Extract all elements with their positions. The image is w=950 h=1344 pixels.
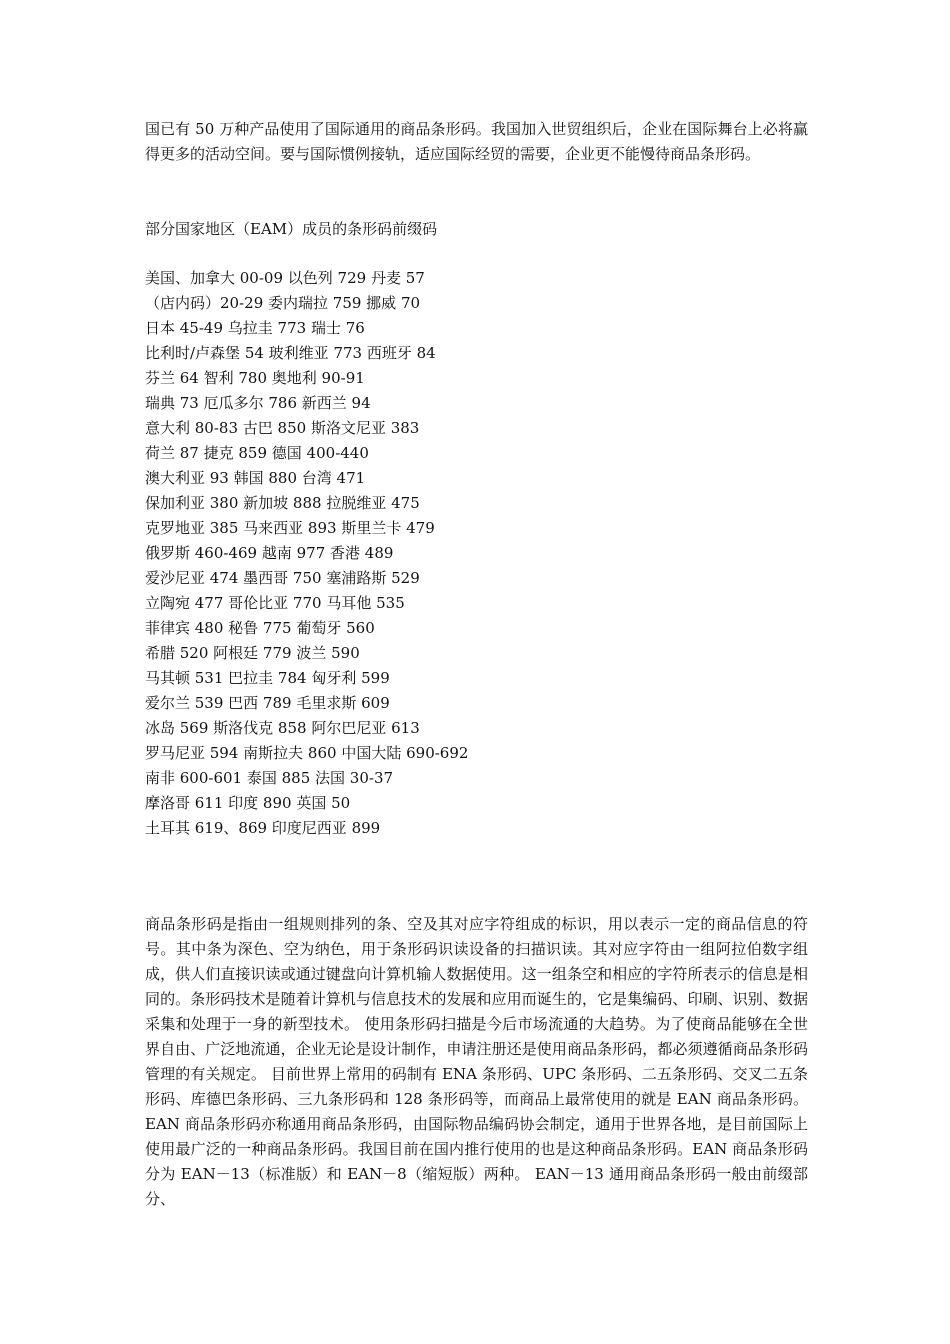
prefix-code-line: 土耳其 619、869 印度尼西亚 899 bbox=[145, 819, 381, 837]
barcode-description-paragraph bbox=[145, 912, 808, 1212]
prefix-code-line: 克罗地亚 385 马来西亚 893 斯里兰卡 479 bbox=[145, 519, 435, 537]
prefix-code-line: 比利时/卢森堡 54 玻利维亚 773 西班牙 84 bbox=[145, 344, 436, 362]
prefix-code-line: 澳大利亚 93 韩国 880 台湾 471 bbox=[145, 469, 366, 487]
prefix-code-line: 菲律宾 480 秘鲁 775 葡萄牙 560 bbox=[145, 619, 375, 637]
prefix-code-line: 芬兰 64 智利 780 奥地利 90-91 bbox=[145, 369, 365, 387]
prefix-code-list bbox=[145, 266, 808, 841]
prefix-code-line: 瑞典 73 厄瓜多尔 786 新西兰 94 bbox=[145, 394, 371, 412]
prefix-code-line: 美国、加拿大 00-09 以色列 729 丹麦 57 bbox=[145, 269, 425, 287]
intro-text: 国已有 50 万种产品使用了国际通用的商品条形码。我国加入世贸组织后，企业在国际舞台上必将赢得更多的活动空间。要与国际惯例接轨，适应国际经贸的需要，企业更不能慢待商品条形码。 bbox=[145, 120, 808, 163]
prefix-code-line: 立陶宛 477 哥伦比亚 770 马耳他 535 bbox=[145, 594, 405, 612]
prefix-code-line: 摩洛哥 611 印度 890 英国 50 bbox=[145, 794, 351, 812]
prefix-code-line: 罗马尼亚 594 南斯拉夫 860 中国大陆 690-692 bbox=[145, 744, 469, 762]
section-heading bbox=[145, 217, 808, 242]
prefix-code-line: 俄罗斯 460-469 越南 977 香港 489 bbox=[145, 544, 394, 562]
prefix-code-line: 意大利 80-83 古巴 850 斯洛文尼亚 383 bbox=[145, 419, 420, 437]
section-heading-text: 部分国家地区（EAM）成员的条形码前缀码 bbox=[145, 220, 438, 238]
prefix-code-line: 爱尔兰 539 巴西 789 毛里求斯 609 bbox=[145, 694, 390, 712]
prefix-code-line: （店内码）20-29 委内瑞拉 759 挪威 70 bbox=[145, 294, 421, 312]
prefix-code-line: 爱沙尼亚 474 墨西哥 750 塞浦路斯 529 bbox=[145, 569, 420, 587]
prefix-code-line: 南非 600-601 泰国 885 法国 30-37 bbox=[145, 769, 394, 787]
prefix-code-line: 马其顿 531 巴拉圭 784 匈牙利 599 bbox=[145, 669, 390, 687]
body-text: 商品条形码是指由一组规则排列的条、空及其对应字符组成的标识，用以表示一定的商品信息的符号。其中条为深色、空为纳色，用于条形码识读设备的扫描识读。其对应字符由一组阿拉伯数字组成，供人们直接识读或通过键盘向计算机输人数据使用。这一组条空和相应的字符所表示的信息是相同的。条形码技术是随着计算机与信息技术的发展和应用而诞生的，它是集编码、印刷、识别、数据采集和处理于一身的新型技术。 使用条形码扫描是今后市场流通的大趋势。为了使商品能够在全世界自由、广泛地流通，企业无论是设计制作，申请注册还是使用商品条形码，都必须遵循商品条形码管理的有关规定。 目前世界上常用的码制有 ENA 条形码、UPC 条形码、二五条形码、交叉二五条形码、库德巴条形码、三九条形码和 128 条形码等，而商品上最常使用的就是 EAN 商品条形码。 EAN 商品条形码亦称通用商品条形码，由国际物品编码协会制定，通用于世界各地，是目前国际上使用最广泛的一种商品条形码。我国目前在国内推行使用的也是这种商品条形码。EAN 商品条形码分为 EAN－13（标准版）和 EAN－8（缩短版）两种。 EAN－13 通用商品条形码一般由前缀部分、 bbox=[145, 915, 808, 1208]
prefix-code-line: 冰岛 569 斯洛伐克 858 阿尔巴尼亚 613 bbox=[145, 719, 420, 737]
prefix-code-line: 保加利亚 380 新加坡 888 拉脱维亚 475 bbox=[145, 494, 420, 512]
prefix-code-line: 希腊 520 阿根廷 779 波兰 590 bbox=[145, 644, 360, 662]
intro-paragraph bbox=[145, 117, 808, 167]
prefix-code-line: 荷兰 87 捷克 859 德国 400-440 bbox=[145, 444, 369, 462]
prefix-code-line: 日本 45-49 乌拉圭 773 瑞士 76 bbox=[145, 319, 365, 337]
